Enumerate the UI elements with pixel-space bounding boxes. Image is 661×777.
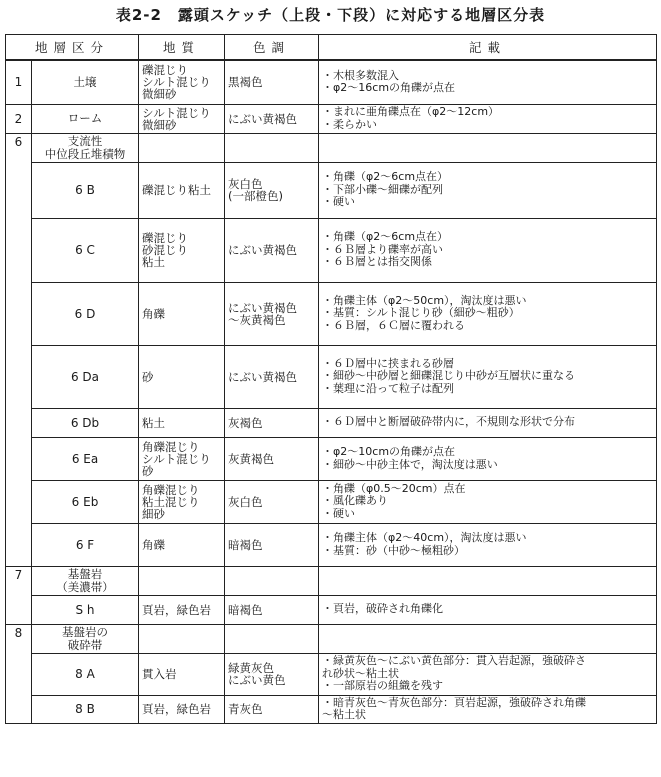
unit-number [6,218,32,282]
text-line: 土壌 [73,74,97,89]
text-line: ・φ2〜10cmの角礫が点在 [322,445,456,458]
color-cell [225,133,319,162]
text-line: ・角礫（φ2〜6cm点在） [322,230,449,244]
unit-number [6,653,32,695]
text-line: 6 Eb [71,494,99,509]
unit-number: 2 [6,104,32,133]
geology-cell [139,595,225,624]
text-line: シルト混じり [142,105,211,120]
text-line: シルト混じり [142,75,211,90]
text-line: ・細砂〜中砂層と細礫混じり中砂が互層状に重なる [322,369,576,383]
geology-cell [139,523,225,566]
text-line: ・細砂〜中砂主体で，淘汰度は悪い [322,457,498,471]
text-line: 6 Da [70,369,100,384]
header-unit: 地層区分 [6,35,139,61]
unit-number: 6 [6,133,32,162]
table-row [6,437,657,480]
unit-name [32,566,139,595]
text-line: れ砂状〜粘土状 [322,666,400,680]
text-line: 8 A [75,667,95,681]
description-cell [319,566,657,595]
unit-name [32,133,139,162]
text-line: ・φ2〜16cmの角礫が点在 [322,81,456,95]
unit-name [32,437,139,480]
text-line: 6 D [74,306,96,321]
table-row [6,653,657,695]
text-line: 砂 [142,463,154,478]
geology-cell [139,60,225,104]
color-cell [225,162,319,218]
text-line: 礫混じり [142,231,189,245]
description-cell [319,60,657,104]
geology-cell [139,408,225,437]
unit-name [32,282,139,345]
text-line: 基盤岩 [67,566,103,581]
text-line: (一部橙色) [228,189,283,203]
text-line: にぶい黄色 [228,673,286,687]
text-line: ・６Ｂ層より礫率が高い [322,242,444,256]
unit-name [32,218,139,282]
text-line: 微細砂 [142,87,177,102]
text-line: ・まれに亜角礫点在（φ2〜12cm） [322,105,500,118]
unit-number [6,345,32,408]
text-line: 角礫混じり [142,482,200,497]
text-line: ・６Ｄ層中と断層破砕帯内に，不規則な形状で分布 [322,415,576,429]
text-line: ・硬い [322,195,356,209]
unit-name [32,595,139,624]
text-line: （美濃帯） [56,579,114,594]
text-line: 黒褐色 [228,75,263,90]
text-line: 灰白色 [228,494,263,509]
text-line: 6 Ea [71,451,99,466]
text-line: S h [75,602,95,617]
text-line: にぶい黄褐色 [228,300,298,315]
description-cell [319,624,657,653]
header-color: 色調 [225,35,319,61]
text-line: にぶい黄褐色 [228,369,298,384]
table-row [6,624,657,653]
unit-name [32,345,139,408]
description-cell [319,282,657,345]
text-line: 角礫 [142,306,166,321]
text-line: 礫混じり [142,63,189,78]
unit-number [6,162,32,218]
unit-name [32,480,139,523]
text-line: シルト混じり [142,451,211,466]
text-line: 〜灰黄褐色 [228,312,286,327]
text-line: ・６Ｄ層中に挟まれる砂層 [322,356,455,370]
color-cell [225,624,319,653]
text-line: ・一部原岩の組織を残す [322,679,444,693]
color-cell [225,653,319,695]
text-line: ・木根多数混入 [322,68,400,82]
geology-cell [139,624,225,653]
description-cell [319,437,657,480]
table-row [6,162,657,218]
unit-name [32,60,139,104]
text-line: 8 B [75,702,95,716]
text-line: ・角礫主体（φ2〜50cm），淘汰度は悪い [322,293,527,307]
unit-name [32,695,139,723]
unit-name [32,162,139,218]
header-description: 記載 [319,35,657,61]
table-row [6,345,657,408]
text-line: 暗褐色 [228,537,263,552]
geology-cell [139,653,225,695]
unit-name [32,653,139,695]
text-line: 基盤岩の [62,624,108,639]
color-cell [225,437,319,480]
unit-number [6,282,32,345]
text-line: 中位段丘堆積物 [44,146,126,161]
unit-name [32,408,139,437]
unit-number [6,695,32,723]
text-line: 粘土混じり [142,494,200,509]
color-cell [225,60,319,104]
geology-cell [139,480,225,523]
table-row [6,595,657,624]
text-line: ・頁岩，破砕され角礫化 [322,602,444,616]
text-line: 礫混じり粘土 [142,183,212,197]
text-line: ローム [67,111,103,125]
geology-cell [139,437,225,480]
unit-number [6,595,32,624]
text-line: ・角礫（φ2〜6cm点在） [322,170,449,184]
unit-number: 7 [6,566,32,595]
text-line: 粘土 [142,255,166,269]
table-row [6,523,657,566]
color-cell [225,566,319,595]
color-cell [225,480,319,523]
text-line: ・硬い [322,506,356,520]
text-line: 灰黄褐色 [228,451,275,466]
text-line: 破砕帯 [67,637,103,652]
text-line: 頁岩，緑色岩 [142,702,212,716]
color-cell [225,695,319,723]
description-cell [319,695,657,723]
description-cell [319,480,657,523]
geology-cell [139,345,225,408]
text-line: 暗褐色 [228,602,263,617]
table-row [6,282,657,345]
text-line: ・角礫主体（φ2〜40cm），淘汰度は悪い [322,531,527,544]
text-line: 細砂 [142,506,166,521]
description-cell [319,408,657,437]
table-row [6,566,657,595]
text-line: 砂 [142,369,154,384]
text-line: ・基質：砂（中砂〜極粗砂） [322,543,466,557]
text-line: 6 C [75,243,95,257]
text-line: 6 B [75,183,95,197]
color-cell [225,345,319,408]
description-cell [319,162,657,218]
unit-name [32,624,139,653]
text-line: 角礫 [142,537,166,552]
geology-cell [139,282,225,345]
text-line: ・６Ｂ層，６Ｃ層に覆われる [322,318,466,332]
text-line: 灰白色 [228,177,263,191]
text-line: 6 F [75,537,95,552]
table-row [6,480,657,523]
text-line: 砂混じり [142,243,189,257]
table-row [6,133,657,162]
geology-cell [139,162,225,218]
text-line: 青灰色 [228,702,263,716]
description-cell [319,523,657,566]
color-cell [225,218,319,282]
header-row [6,35,657,61]
text-line: 粘土 [142,415,166,430]
unit-number: 1 [6,60,32,104]
text-line: 貫入岩 [142,667,177,681]
description-cell [319,595,657,624]
table-row [6,408,657,437]
unit-number: 8 [6,624,32,653]
description-cell [319,218,657,282]
stratigraphy-table [5,34,657,724]
text-line: ・風化礫あり [322,494,389,508]
color-cell [225,104,319,133]
text-line: にぶい黄褐色 [228,243,298,257]
color-cell [225,282,319,345]
geology-cell [139,133,225,162]
description-cell [319,345,657,408]
color-cell [225,408,319,437]
description-cell [319,133,657,162]
color-cell [225,595,319,624]
text-line: 支流性 [67,133,103,148]
unit-name [32,523,139,566]
text-line: ・下部小礫〜細礫が配列 [322,182,444,196]
table-row [6,104,657,133]
unit-number [6,480,32,523]
text-line: 6 Db [70,415,100,430]
table-row [6,695,657,723]
text-line: 微細砂 [142,117,177,132]
unit-number [6,437,32,480]
text-line: 〜粘土状 [322,708,367,721]
description-cell [319,653,657,695]
text-line: ・柔らかい [322,117,378,131]
unit-name [32,104,139,133]
unit-number [6,408,32,437]
geology-cell [139,566,225,595]
table-title: 表2-2 露頭スケッチ（上段・下段）に対応する地層区分表 [115,6,546,24]
unit-number [6,523,32,566]
table-row [6,60,657,104]
text-line: ・基質：シルト混じり砂（細砂〜粗砂） [322,306,520,320]
color-cell [225,523,319,566]
text-line: 頁岩，緑色岩 [142,602,212,617]
geology-cell [139,104,225,133]
geology-cell [139,218,225,282]
header-geology: 地質 [139,35,225,61]
text-line: ・暗青灰色〜青灰色部分：頁岩起源，強破砕され角礫 [322,695,587,709]
text-line: ・６Ｂ層とは指交関係 [322,255,433,269]
text-line: ・緑黄灰色〜にぶい黄色部分：貫入岩起源，強破砕さ [322,654,587,668]
text-line: にぶい黄褐色 [228,111,298,126]
text-line: 灰褐色 [228,415,263,430]
text-line: ・葉理に沿って粒子は配列 [322,381,455,395]
text-line: ・角礫（φ0.5〜20cm）点在 [322,481,466,495]
text-line: 緑黄灰色 [228,661,275,675]
text-line: 角礫混じり [142,439,200,454]
description-cell [319,104,657,133]
geology-cell [139,695,225,723]
table-row [6,218,657,282]
